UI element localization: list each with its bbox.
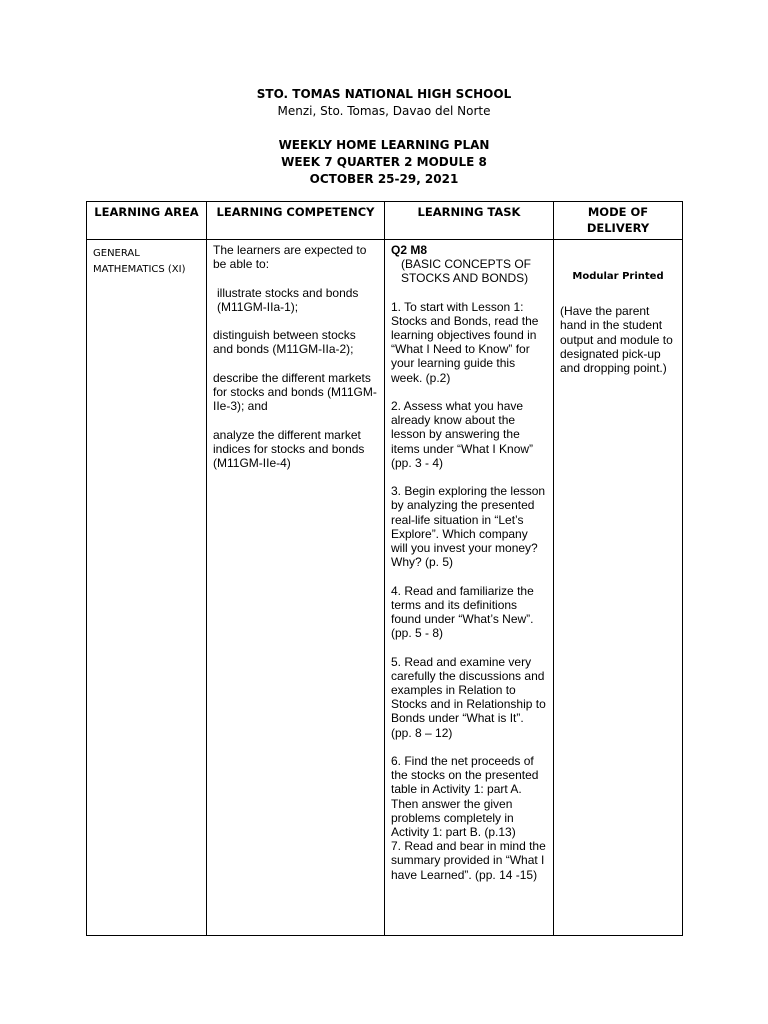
learning-area-cell [87,240,207,936]
competency-item: analyze the different market indices for stocks and bonds (M11GM-IIe-4) [213,427,365,470]
competency-item: distinguish between stocks and bonds (M11GM-IIa-2); [213,328,356,357]
competency-item: illustrate stocks and bonds (M11GM-IIa-1); [217,285,359,314]
task-step: 4. Read and familiarize the terms and its definitions found under “What’s New”. (pp. 5 - 8) [391,583,534,641]
task-step: 2. Assess what you have already know about the lesson by answering the items under “What I Know” (pp. 3 - 4) [391,399,534,470]
module-code: Q2 M8 [391,243,428,257]
learning-area-text: GENERAL MATHEMATICS (XI) [93,248,186,275]
learning-task-cell [385,240,554,936]
competency-item: describe the different markets for stocks and bonds (M11GM-IIe-3); and [213,370,377,414]
task-step: 1. To start with Lesson 1: Stocks and Bonds, read the learning objectives found in “What I Need to Know” for your learning guide this week. (p.2) [391,299,539,385]
plan-title: WEEKLY HOME LEARNING PLAN [278,138,490,152]
column-header-mode-of-delivery: MODE OF DELIVERY [554,202,683,240]
column-header-learning-competency: LEARNING COMPETENCY [207,202,385,240]
column-header-learning-task: LEARNING TASK [385,202,554,240]
delivery-mode-note: (Have the parent hand in the student output and module to designated pick-up and dropping point.) [560,304,673,376]
competency-cell [207,240,385,936]
date-range: OCTOBER 25-29, 2021 [309,172,459,186]
task-step: 5. Read and examine very carefully the discussions and examples in Relation to Stocks and in Relationship to Bonds under “What is It”. (pp. 8 – 12) [391,654,546,740]
lesson-title: (BASIC CONCEPTS OF STOCKS AND BONDS) [401,257,532,286]
task-step: 6. Find the net proceeds of the stocks on the presented table in Activity 1: part A. Then answer the given problems completely in Activity 1: part B. (p.13) [391,754,539,840]
learning-plan-table [86,201,683,936]
week-label: WEEK 7 QUARTER 2 MODULE 8 [281,155,487,169]
table-row [87,240,683,936]
table-header-row [87,202,683,240]
document-header [0,86,768,188]
competency-intro: The learners are expected to be able to: [213,243,367,272]
school-address: Menzi, Sto. Tomas, Davao del Norte [277,104,491,118]
task-step: 7. Read and bear in mind the summary provided in “What I have Learned”. (pp. 14 -15) [391,839,546,882]
column-header-learning-area: LEARNING AREA [87,202,207,240]
school-name: STO. TOMAS NATIONAL HIGH SCHOOL [256,87,512,101]
task-step: 3. Begin exploring the lesson by analyzing the presented real-life situation in “Let’s Explore”. Which company will you invest your money? Why? (p. 5) [391,484,546,570]
mode-of-delivery-cell [554,240,683,936]
delivery-mode-title: Modular Printed [572,271,664,282]
